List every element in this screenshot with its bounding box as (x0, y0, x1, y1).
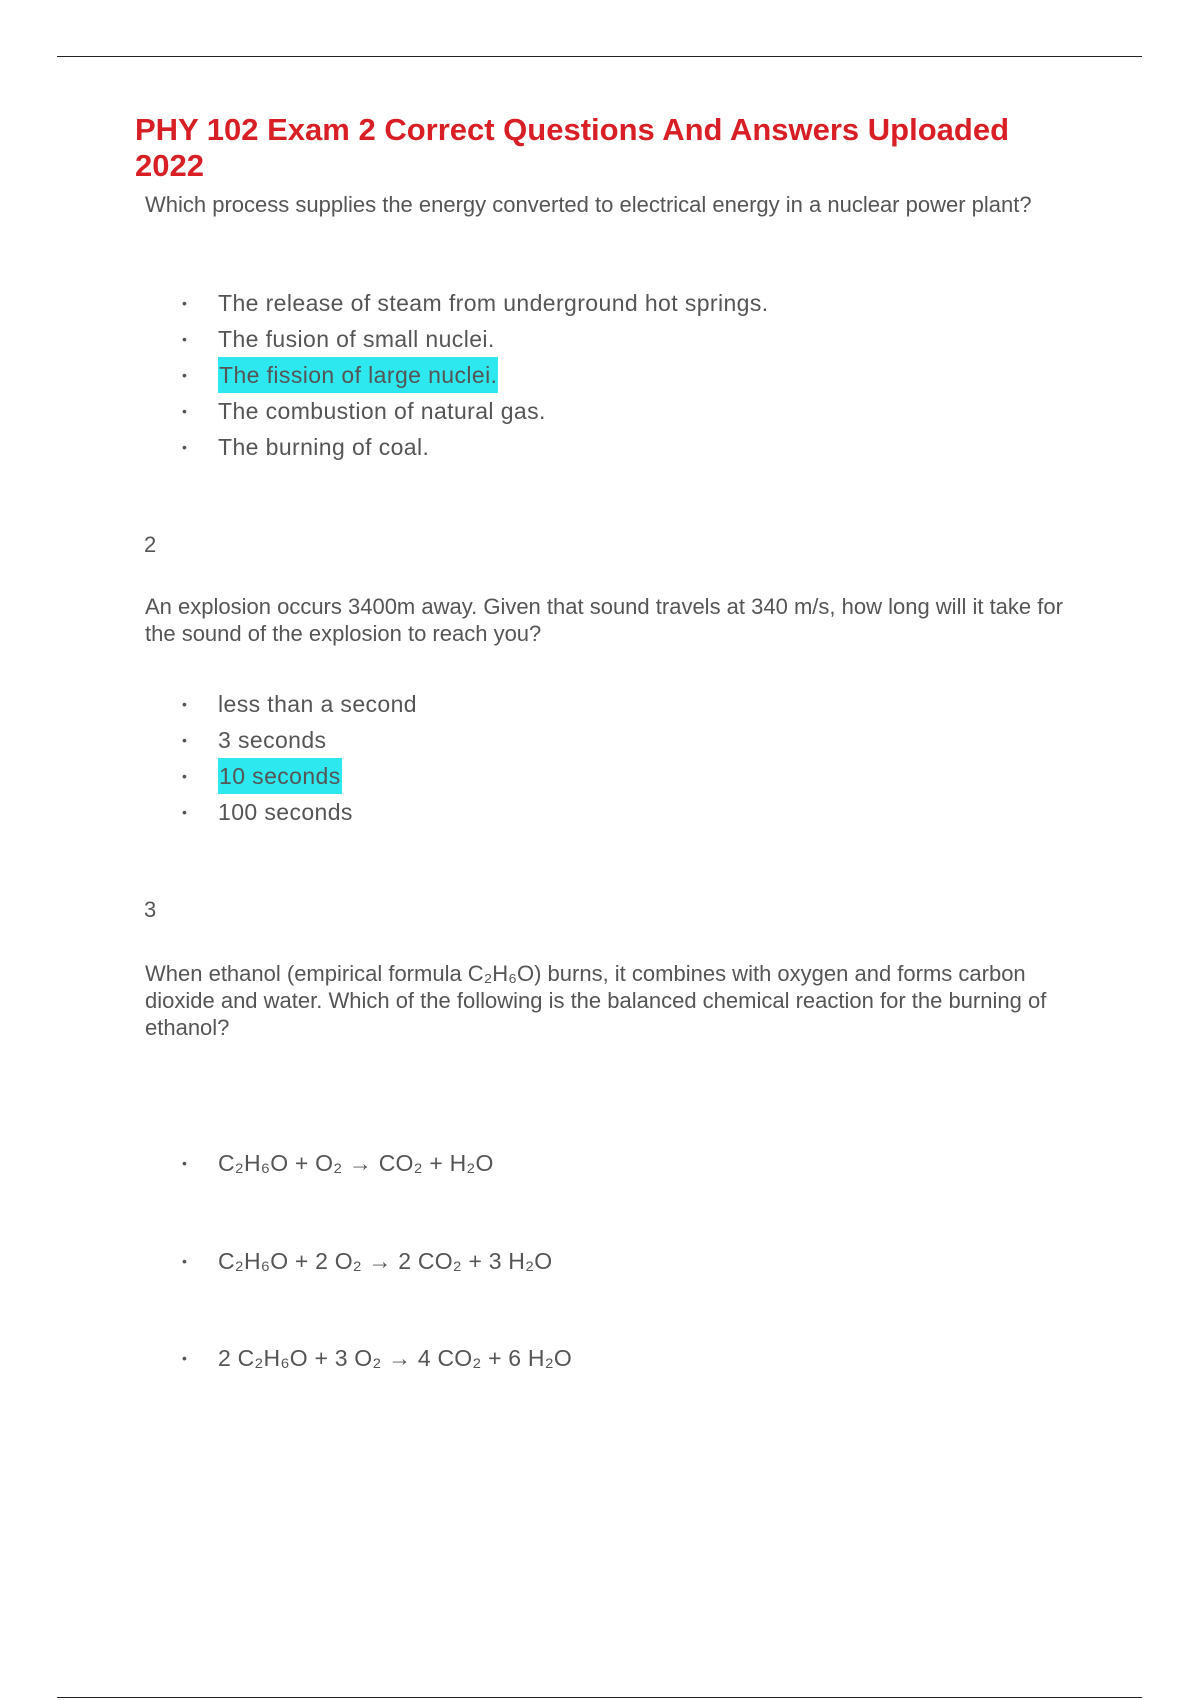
question-2-text: An explosion occurs 3400m away. Given that sound travels at 340 m/s, how long will it take for the sound of the explosion to reach you? (145, 594, 1063, 646)
option-text: 3 seconds (218, 727, 327, 753)
bullet-icon: • (182, 768, 187, 784)
option-text: The combustion of natural gas. (218, 398, 546, 424)
option-text: 2 C₂H₆O + 3 O₂ → 4 CO₂ + 6 H₂O (218, 1345, 572, 1371)
bullet-icon: • (182, 1350, 187, 1366)
bullet-icon: • (182, 1253, 187, 1269)
bottom-rule (57, 1697, 1142, 1698)
bullet-icon: • (182, 696, 187, 712)
option-text: 100 seconds (218, 799, 353, 825)
bullet-icon: • (182, 331, 187, 347)
option-text-highlighted: 10 seconds (218, 758, 342, 794)
option-text: C₂H₆O + 2 O₂ → 2 CO₂ + 3 H₂O (218, 1248, 553, 1274)
option-text: The burning of coal. (218, 434, 430, 460)
bullet-icon: • (182, 732, 187, 748)
option-text: C₂H₆O + O₂ → CO₂ + H₂O (218, 1150, 494, 1176)
option-text-highlighted: The fission of large nuclei. (218, 357, 498, 393)
question-3-text: When ethanol (empirical formula C₂H₆O) burns, it combines with oxygen and forms carbon dioxide and water. Which of the following is the balanced chemical reaction for the burning of ethanol? (145, 961, 1047, 1040)
bullet-icon: • (182, 804, 187, 820)
bullet-icon: • (182, 367, 187, 383)
page-title: PHY 102 Exam 2 Correct Questions And Answers Uploaded 2022 (135, 112, 1010, 183)
option-text: less than a second (218, 691, 417, 717)
bullet-icon: • (182, 295, 187, 311)
bullet-icon: • (182, 439, 187, 455)
question-1-text: Which process supplies the energy converted to electrical energy in a nuclear power plant? (145, 192, 1032, 217)
bullet-icon: • (182, 403, 187, 419)
bullet-icon: • (182, 1155, 187, 1171)
question-3-number: 3 (144, 897, 157, 922)
option-text: The fusion of small nuclei. (218, 326, 495, 352)
question-2-number: 2 (144, 532, 157, 557)
option-text: The release of steam from underground hot springs. (218, 290, 769, 316)
top-rule (57, 56, 1142, 57)
